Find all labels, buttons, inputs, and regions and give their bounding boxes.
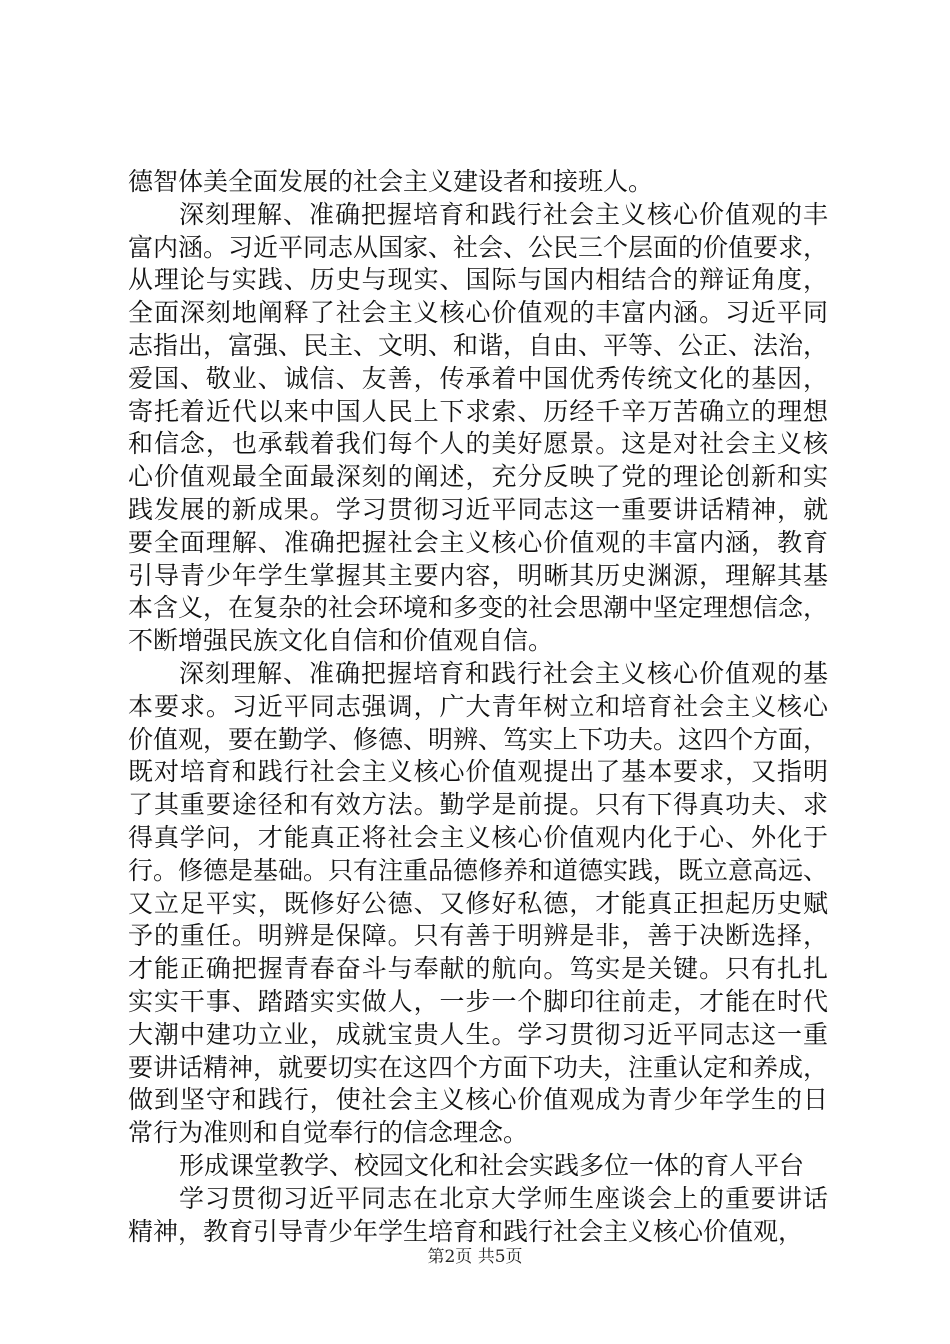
text-line: 既对培育和践行社会主义核心价值观提出了基本要求，又指明: [128, 757, 828, 787]
page-footer: 第2页 共5页: [427, 1247, 523, 1267]
text-line: 学习贯彻习近平同志在北京大学师生座谈会上的重要讲话: [179, 1183, 828, 1213]
text-line: 本含义，在复杂的社会环境和多变的社会思潮中坚定理想信念，: [128, 593, 829, 623]
paragraph: [128, 166, 828, 199]
paragraph: [128, 1183, 828, 1249]
text-line: 要讲话精神，就要切实在这四个方面下功夫，注重认定和养成，: [128, 1052, 829, 1082]
text-line: 寄托着近代以来中国人民上下求索、历经千辛万苦确立的理想: [128, 396, 828, 426]
text-line: 实实干事、踏踏实实做人，一步一个脚印往前走，才能在时代: [128, 986, 828, 1016]
paragraph: [128, 1150, 828, 1183]
paragraph: [128, 658, 828, 1150]
text-line: 从理论与实践、历史与现实、国际与国内相结合的辩证角度，: [128, 265, 828, 295]
text-line: 行。修德是基础。只有注重品德修养和道德实践，既立意高远、: [128, 855, 829, 885]
text-line: 又立足平实，既修好公德、又修好私德，才能真正担起历史赋: [128, 888, 828, 918]
text-line: 践发展的新成果。学习贯彻习近平同志这一重要讲话精神，就: [128, 494, 828, 524]
paragraph: [128, 199, 828, 658]
text-line: 要全面理解、准确把握社会主义核心价值观的丰富内涵，教育: [128, 527, 828, 557]
text-line: 本要求。习近平同志强调，广大青年树立和培育社会主义核心: [128, 691, 828, 721]
text-line: 爱国、敬业、诚信、友善，传承着中国优秀传统文化的基因，: [128, 363, 828, 393]
text-line: 精神，教育引导青少年学生培育和践行社会主义核心价值观，: [128, 1216, 804, 1246]
text-line: 德智体美全面发展的社会主义建设者和接班人。: [128, 167, 654, 196]
text-line: 不断增强民族文化自信和价值观自信。: [128, 626, 554, 656]
text-line: 予的重任。明辨是保障。只有善于明辨是非，善于决断选择，: [128, 921, 828, 951]
text-line: 志指出，富强、民主、文明、和谐，自由、平等、公正、法治，: [128, 330, 829, 360]
text-line: 才能正确把握青春奋斗与奉献的航向。笃实是关键。只有扎扎: [128, 954, 828, 984]
text-line: 全面深刻地阐释了社会主义核心价值观的丰富内涵。习近平同: [128, 298, 828, 328]
text-line: 深刻理解、准确把握培育和践行社会主义核心价值观的丰: [179, 199, 828, 229]
text-line: 价值观，要在勤学、修德、明辨、笃实上下功夫。这四个方面，: [128, 724, 829, 754]
text-line: 得真学问，才能真正将社会主义核心价值观内化于心、外化于: [128, 822, 828, 852]
text-line: 做到坚守和践行，使社会主义核心价值观成为青少年学生的日: [128, 1085, 828, 1115]
text-line: 常行为准则和自觉奉行的信念理念。: [128, 1118, 529, 1148]
text-line: 深刻理解、准确把握培育和践行社会主义核心价值观的基: [179, 658, 828, 688]
text-line: 心价值观最全面最深刻的阐述，充分反映了党的理论创新和实: [128, 462, 828, 492]
text-line: 了其重要途径和有效方法。勤学是前提。只有下得真功夫、求: [128, 790, 828, 820]
text-line: 引导青少年学生掌握其主要内容，明晰其历史渊源，理解其基: [128, 560, 828, 590]
text-line: 富内涵。习近平同志从国家、社会、公民三个层面的价值要求，: [128, 232, 829, 262]
document-body: [128, 166, 828, 1248]
text-line: 形成课堂教学、校园文化和社会实践多位一体的育人平台: [179, 1150, 805, 1180]
text-line: 和信念，也承载着我们每个人的美好愿景。这是对社会主义核: [128, 429, 828, 459]
text-line: 大潮中建功立业，成就宝贵人生。学习贯彻习近平同志这一重: [128, 1019, 828, 1049]
